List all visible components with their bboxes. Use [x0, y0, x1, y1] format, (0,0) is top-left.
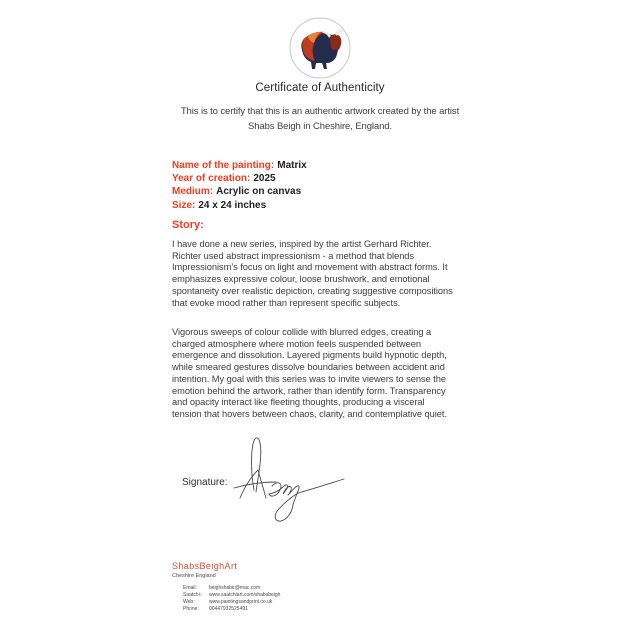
contact-value-email: beighshabir@mac.com [209, 585, 261, 591]
detail-label: Year of creation: [172, 173, 251, 185]
detail-row-medium [172, 185, 307, 198]
story-line: Vigorous sweeps of colour collide with blurred edges, creating a [172, 327, 432, 337]
contact-label-email: Email: [183, 585, 197, 591]
detail-value: 2025 [253, 173, 276, 185]
footer-contacts [183, 585, 280, 613]
detail-row-size [172, 199, 307, 212]
contact-label-phone: Phone: [183, 606, 199, 612]
certification-statement [0, 105, 640, 134]
footer-location: Cheshire England [172, 573, 216, 579]
story-line: while smeared gestures dissolve boundaries between accident and [172, 362, 445, 373]
certification-statement-line2: Shabs Beigh in Cheshire, England. [247, 120, 393, 132]
story-heading: Story: [172, 219, 204, 231]
certificate-title: Certificate of Authenticity [255, 82, 385, 94]
contact-label-web: Web: [183, 599, 195, 605]
bull-logo-icon [288, 16, 352, 80]
detail-label: Medium: [172, 186, 214, 198]
detail-value: 24 x 24 inches [198, 199, 267, 211]
detail-value: Acrylic on canvas [216, 186, 302, 198]
story-line: Richter used abstract impressionism - a method that blends [172, 250, 415, 261]
contact-value-web: www.paintingsandprint.co.uk [209, 599, 273, 605]
story-line: intention. My goal with this series was to invite viewers to sense the [172, 373, 446, 384]
story-line: spontaneity over realistic depiction, creating suggestive compositions [172, 285, 453, 296]
contact-value-saatchi: www.saatchiart.com/shabsbeigh [209, 592, 281, 598]
signature-label: Signature: [182, 477, 228, 488]
detail-label: Size: [172, 199, 196, 211]
detail-row-name [172, 159, 307, 172]
contact-label-saatchi: Saatchi: [183, 592, 202, 598]
artwork-details [172, 159, 307, 212]
story-line: I have done a new series, inspired by the artist Gerhard Richter. [172, 239, 432, 249]
story-paragraph-2 [172, 327, 447, 421]
detail-value: Matrix [277, 160, 307, 171]
contact-value-phone: 00447932525491 [209, 606, 248, 612]
certification-statement-line1: This is to certify that this is an authentic artwork created by the artist [180, 106, 460, 117]
detail-row-year [172, 172, 307, 185]
story-line: tension that hovers between chaos, clarity, and contemplative quiet. [172, 408, 447, 419]
story-line: Impressionism’s focus on light and movement with abstract forms. It [172, 262, 448, 273]
story-paragraph-1 [172, 239, 453, 309]
footer-brand: ShabsBeighArt [172, 561, 238, 571]
story-line: emotion behind the artwork, rather than identify form. Transparency [172, 385, 446, 396]
story-line: charged atmosphere where motion feels suspended between [172, 338, 421, 349]
story-line: emergence and dissolution. Layered pigments build hypnotic depth, [172, 350, 447, 361]
handwritten-signature [228, 428, 358, 528]
story-line: that evoke mood rather than represent specific subjects. [172, 297, 401, 308]
detail-label: Name of the painting: [172, 160, 275, 171]
story-line: emphasizes expressive colour, loose brushwork, and emotional [172, 274, 430, 285]
story-line: and opacity interact like fleeting thoughts, producing a visceral [172, 397, 425, 408]
